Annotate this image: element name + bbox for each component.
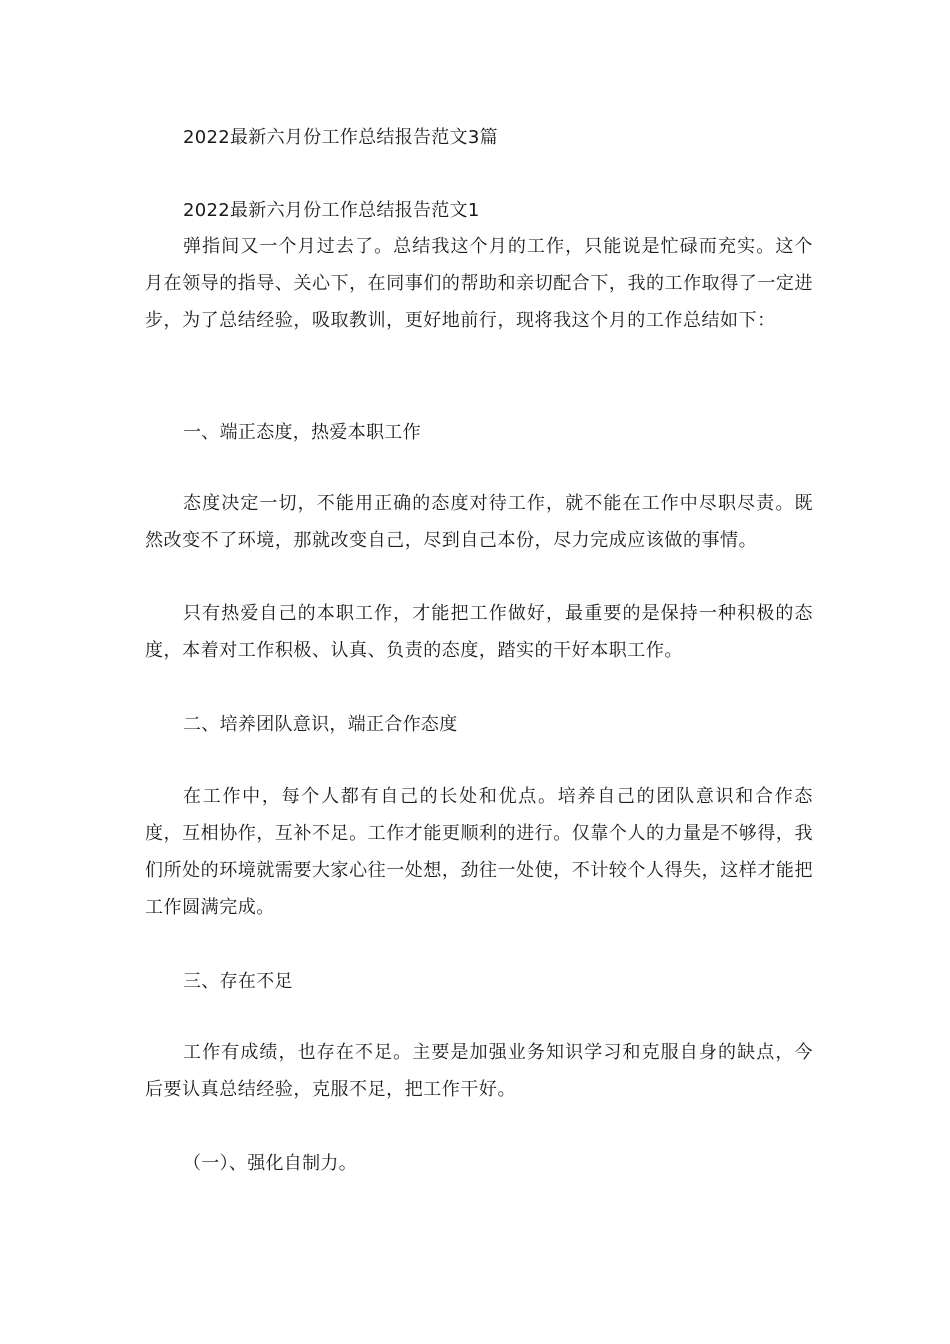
document-subtitle: 2022最新六月份工作总结报告范文1 bbox=[183, 200, 480, 221]
section-1-paragraph-2: 只有热爱自己的本职工作，才能把工作做好，最重要的是保持一种积极的态度，本着对工作积极、认真、负责的态度，踏实的干好本职工作。 bbox=[145, 603, 813, 661]
section-2-paragraph-1: 在工作中，每个人都有自己的长处和优点。培养自己的团队意识和合作态度，互相协作，互补不足。工作才能更顺利的进行。仅靠个人的力量是不够得，我们所处的环境就需要大家心往一处想，劲往一处使，不计较个人得失，这样才能把工作圆满完成。 bbox=[145, 786, 813, 918]
section-1-paragraph-1: 态度决定一切，不能用正确的态度对待工作，就不能在工作中尽职尽责。既然改变不了环境，那就改变自己，尽到自己本份，尽力完成应该做的事情。 bbox=[145, 493, 813, 551]
section-heading-1: 一、端正态度，热爱本职工作 bbox=[183, 422, 421, 443]
section-3-paragraph-1: 工作有成绩，也存在不足。主要是加强业务知识学习和克服自身的缺点，今后要认真总结经验，克服不足，把工作干好。 bbox=[145, 1042, 813, 1100]
section-heading-2: 二、培养团队意识，端正合作态度 bbox=[183, 714, 458, 735]
section-heading-3: 三、存在不足 bbox=[183, 971, 293, 992]
intro-paragraph: 弹指间又一个月过去了。总结我这个月的工作，只能说是忙碌而充实。这个月在领导的指导、关心下，在同事们的帮助和亲切配合下，我的工作取得了一定进步，为了总结经验，吸取教训，更好地前行，现将我这个月的工作总结如下： bbox=[145, 236, 813, 331]
document-title: 2022最新六月份工作总结报告范文3篇 bbox=[183, 127, 498, 148]
subsection-heading-1: （一）、强化自制力。 bbox=[183, 1153, 357, 1174]
